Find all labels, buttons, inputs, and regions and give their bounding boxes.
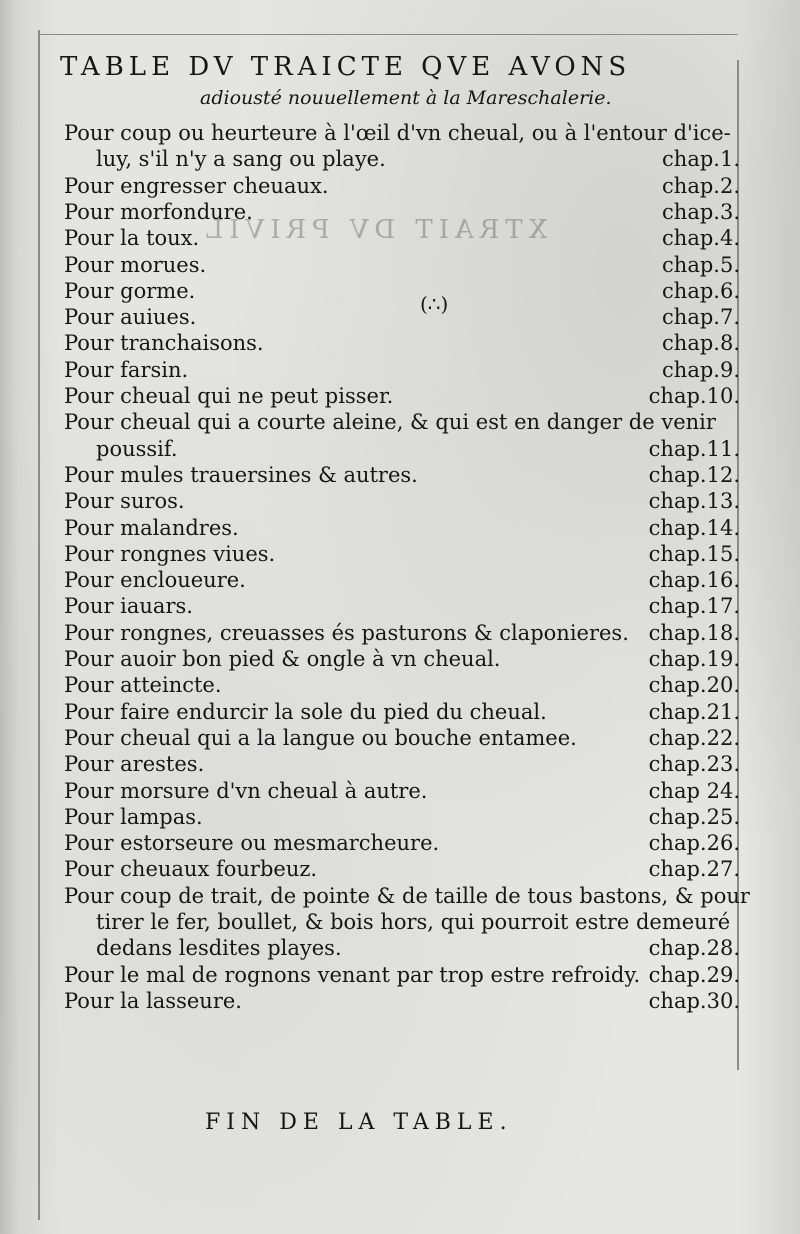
toc-entry <box>96 146 740 172</box>
toc-entry-chapter: chap.5. <box>662 252 740 277</box>
toc-entry-chapter: chap.15. <box>648 541 740 566</box>
toc-entry-text: Pour iauars. <box>64 594 193 619</box>
toc-entry <box>64 278 740 304</box>
toc-entry-text: Pour rongnes viues. <box>64 541 276 566</box>
toc-entry <box>64 488 740 514</box>
ornament-mark: (∴) <box>420 292 449 316</box>
toc-entry <box>64 515 740 541</box>
toc-entry-text: Pour arestes. <box>64 752 205 777</box>
toc-entry-chapter: chap.19. <box>648 647 740 671</box>
toc-entry-chapter: chap.25. <box>648 804 740 829</box>
toc-entry-chapter: chap.3. <box>662 199 740 224</box>
toc-entry-chapter: chap.8. <box>662 331 740 356</box>
toc-entry-chapter: chap.16. <box>648 568 740 593</box>
toc-entry <box>64 830 740 856</box>
toc-entry-chapter: chap.14. <box>648 515 740 540</box>
toc-entry <box>64 988 740 1014</box>
toc-entry <box>64 672 740 698</box>
toc-entry-text: Pour engresser cheuaux. <box>64 173 329 198</box>
toc-entry <box>64 173 740 199</box>
toc-entry-chapter: chap.22. <box>648 725 740 750</box>
toc-entry-text: dedans lesdites playes. <box>96 936 342 961</box>
toc-entry <box>64 751 740 777</box>
toc-entry <box>64 699 740 725</box>
toc-entry <box>96 935 740 961</box>
left-margin-rule <box>38 30 40 1220</box>
toc-entry-chapter: chap.18. <box>648 620 740 645</box>
toc-entry-text: Pour cheual qui ne peut pisser. <box>64 384 394 408</box>
toc-entry-chapter: chap.6. <box>662 278 740 303</box>
toc-entry-chapter: chap.30. <box>648 988 740 1013</box>
toc-entry-text: Pour encloueure. <box>64 568 246 593</box>
toc-entry-chapter: chap 24. <box>648 778 740 803</box>
toc-entry-text: Pour la lasseure. <box>64 988 242 1013</box>
toc-entry <box>64 383 740 409</box>
toc-entry-chapter: chap.17. <box>648 594 740 619</box>
toc-entry-chapter: chap.1. <box>662 147 740 172</box>
toc-entry <box>64 856 740 882</box>
toc-entry <box>64 646 740 672</box>
toc-entry-chapter: chap.21. <box>648 699 740 724</box>
toc-entry-text: Pour faire endurcir la sole du pied du cheual. <box>64 699 547 724</box>
toc-entry-chapter: chap.20. <box>648 673 740 698</box>
toc-entry-chapter: chap.29. <box>648 962 740 987</box>
toc-entry <box>64 199 740 225</box>
toc-entry-text: Pour lampas. <box>64 804 203 829</box>
toc-entry-text: Pour tranchaisons. <box>64 331 264 356</box>
toc-entry-text: Pour cheuaux fourbeuz. <box>64 857 318 882</box>
toc-entry-text: Pour farsin. <box>64 357 189 382</box>
toc-entry-chapter: chap.7. <box>662 305 740 330</box>
toc-entry-text: Pour morfondure. <box>64 199 253 224</box>
toc-entry-text: Pour auoir bon pied & ongle à vn cheual. <box>64 647 501 671</box>
toc-entry <box>64 409 740 435</box>
toc-entry <box>64 725 740 751</box>
toc-entry-text: Pour malandres. <box>64 515 239 540</box>
toc-entry-text: Pour gorme. <box>64 278 196 303</box>
show-through-text: XTRAIT DV PRIVIL <box>200 215 548 245</box>
toc-entry <box>64 357 740 383</box>
toc-entry-text: Pour suros. <box>64 489 185 514</box>
toc-entry-chapter: chap.26. <box>648 831 740 856</box>
toc-entry <box>64 330 740 356</box>
toc-entry-chapter: chap.10. <box>648 384 740 408</box>
toc-entry <box>64 120 740 146</box>
end-of-table: FIN DE LA TABLE. <box>205 1110 513 1135</box>
toc-entry <box>64 462 740 488</box>
toc-entry-text: Pour cheual qui a courte aleine, & qui est en danger de venir <box>64 410 716 435</box>
toc-entry-text: Pour la toux. <box>64 226 200 251</box>
toc-entry-text: Pour morsure d'vn cheual à autre. <box>64 778 428 803</box>
toc-entry-text: Pour auiues. <box>64 305 197 330</box>
toc-entry-text: tirer le fer, boullet, & bois hors, qui pourroit estre demeuré <box>96 910 731 934</box>
toc-entry <box>64 593 740 619</box>
toc-entry-text: Pour atteincte. <box>64 673 222 698</box>
toc-entry-chapter: chap.12. <box>648 462 740 487</box>
page-subtitle: adiousté nouuellement à la Mareschalerie. <box>200 87 612 109</box>
toc-entry-chapter: chap.4. <box>662 226 740 251</box>
toc-entry <box>96 909 740 935</box>
toc-entry-text: Pour estorseure ou mesmarcheure. <box>64 831 440 856</box>
toc-entry-text: luy, s'il n'y a sang ou playe. <box>96 147 386 172</box>
toc-entry-chapter: chap.2. <box>662 173 740 198</box>
toc-entry-text: Pour morues. <box>64 252 207 277</box>
toc-entry-chapter: chap.27. <box>648 857 740 882</box>
toc-entry-chapter: chap.13. <box>648 489 740 514</box>
top-margin-rule <box>38 34 738 35</box>
toc-entry-chapter: chap.28. <box>648 936 740 961</box>
toc-entry <box>64 252 740 278</box>
toc-entry-text: Pour coup ou heurteure à l'œil d'vn cheual, ou à l'entour d'ice- <box>64 121 731 145</box>
toc-entry <box>64 620 740 646</box>
toc-entry-text: Pour cheual qui a la langue ou bouche entamee. <box>64 725 577 750</box>
toc-entry <box>64 304 740 330</box>
toc-entry <box>64 541 740 567</box>
toc-entry <box>64 225 740 251</box>
toc-entry-chapter: chap.23. <box>648 752 740 777</box>
toc-entry-text: poussif. <box>96 436 178 461</box>
page-title: TABLE DV TRAICTE QVE AVONS <box>60 52 632 82</box>
toc-entry-text: Pour le mal de rognons venant par trop estre refroidy. <box>64 962 641 987</box>
toc-entry-text: Pour rongnes, creuasses és pasturons & claponieres. <box>64 620 629 645</box>
toc-entry <box>64 778 740 804</box>
toc-entry-text: Pour coup de trait, de pointe & de taille de tous bastons, & pour <box>64 883 750 908</box>
toc-entry-chapter: chap.11. <box>648 436 740 461</box>
toc-entry-text: Pour mules trauersines & autres. <box>64 462 418 487</box>
toc-entry <box>96 436 740 462</box>
toc-entry-chapter: chap.9. <box>662 357 740 382</box>
toc-entry <box>64 567 740 593</box>
toc-entry <box>64 804 740 830</box>
toc-entry <box>64 883 750 909</box>
toc-entry <box>64 962 740 988</box>
